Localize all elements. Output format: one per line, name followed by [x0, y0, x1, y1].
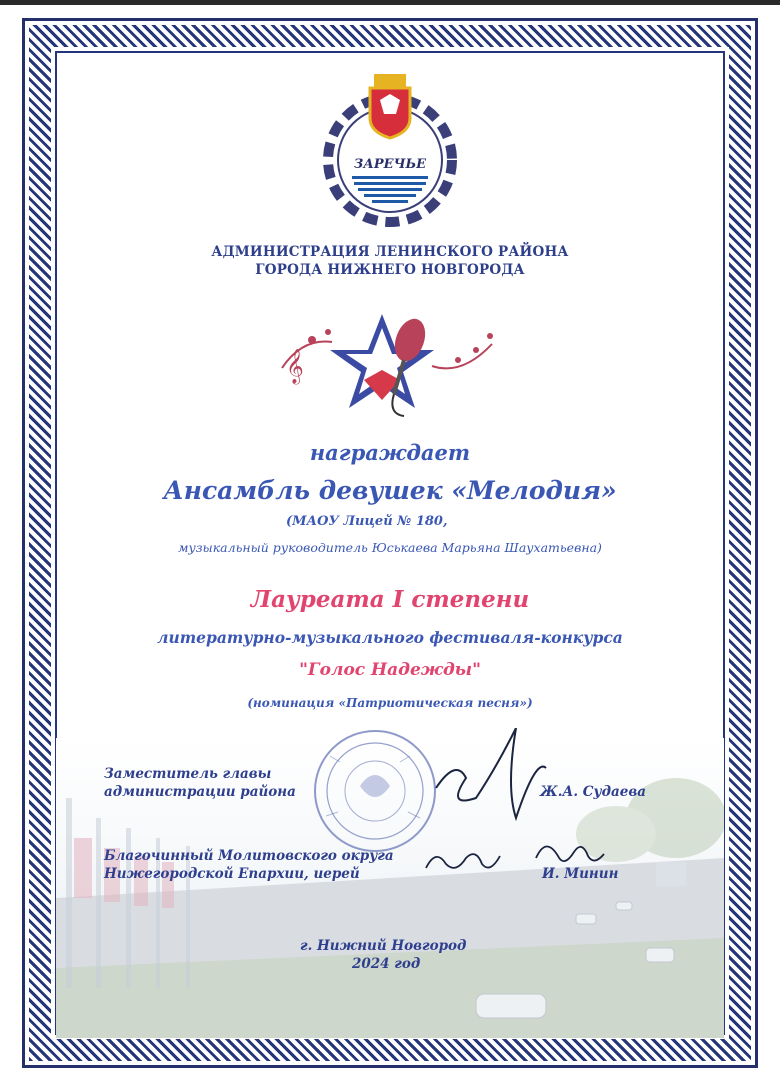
contest-name: "Голос Надежды" — [299, 660, 481, 680]
recipient-name: Ансамбль девушек «Мелодия» — [163, 476, 617, 505]
festival-star-microphone-icon — [272, 310, 508, 420]
festival-line: литературно-музыкального фестиваля-конкурса — [157, 628, 623, 647]
emblem-label: ЗАРЕЧЬЕ — [353, 157, 427, 172]
certificate-content — [56, 48, 724, 1038]
school-line: (МАОУ Лицей № 180, — [286, 514, 448, 529]
laureate-title: Лауреата I степени — [250, 586, 530, 613]
top-edge — [0, 0, 780, 5]
admin-title-line2: ГОРОДА НИЖНЕГО НОВГОРОДА — [255, 262, 525, 278]
award-verb: награждает — [309, 440, 471, 465]
svg-text:𝄞: 𝄞 — [286, 349, 304, 384]
city-line: г. Нижний Новгород — [300, 938, 467, 954]
admin-title-line1: АДМИНИСТРАЦИЯ ЛЕНИНСКОГО РАЙОНА — [211, 244, 569, 260]
dean-signatory-name: И. Минин — [542, 866, 619, 882]
dean-position-line2: Нижегородской Епархии, иерей — [104, 866, 360, 882]
nomination-line: (номинация «Патриотическая песня») — [247, 696, 533, 710]
dean-position-line1: Благочинный Молитовского округа — [104, 848, 394, 864]
deputy-signatory-name: Ж.А. Судаева — [540, 784, 646, 800]
deputy-position-line1: Заместитель главы — [104, 766, 272, 782]
deputy-position-line2: администрации района — [104, 784, 296, 800]
music-director-line: музыкальный руководитель Юськаева Марьяна Шаухатьевна) — [178, 540, 602, 555]
handwritten-signatures — [416, 728, 619, 888]
year-line: 2024 год — [352, 956, 421, 972]
zarechye-emblem-icon — [312, 68, 468, 228]
